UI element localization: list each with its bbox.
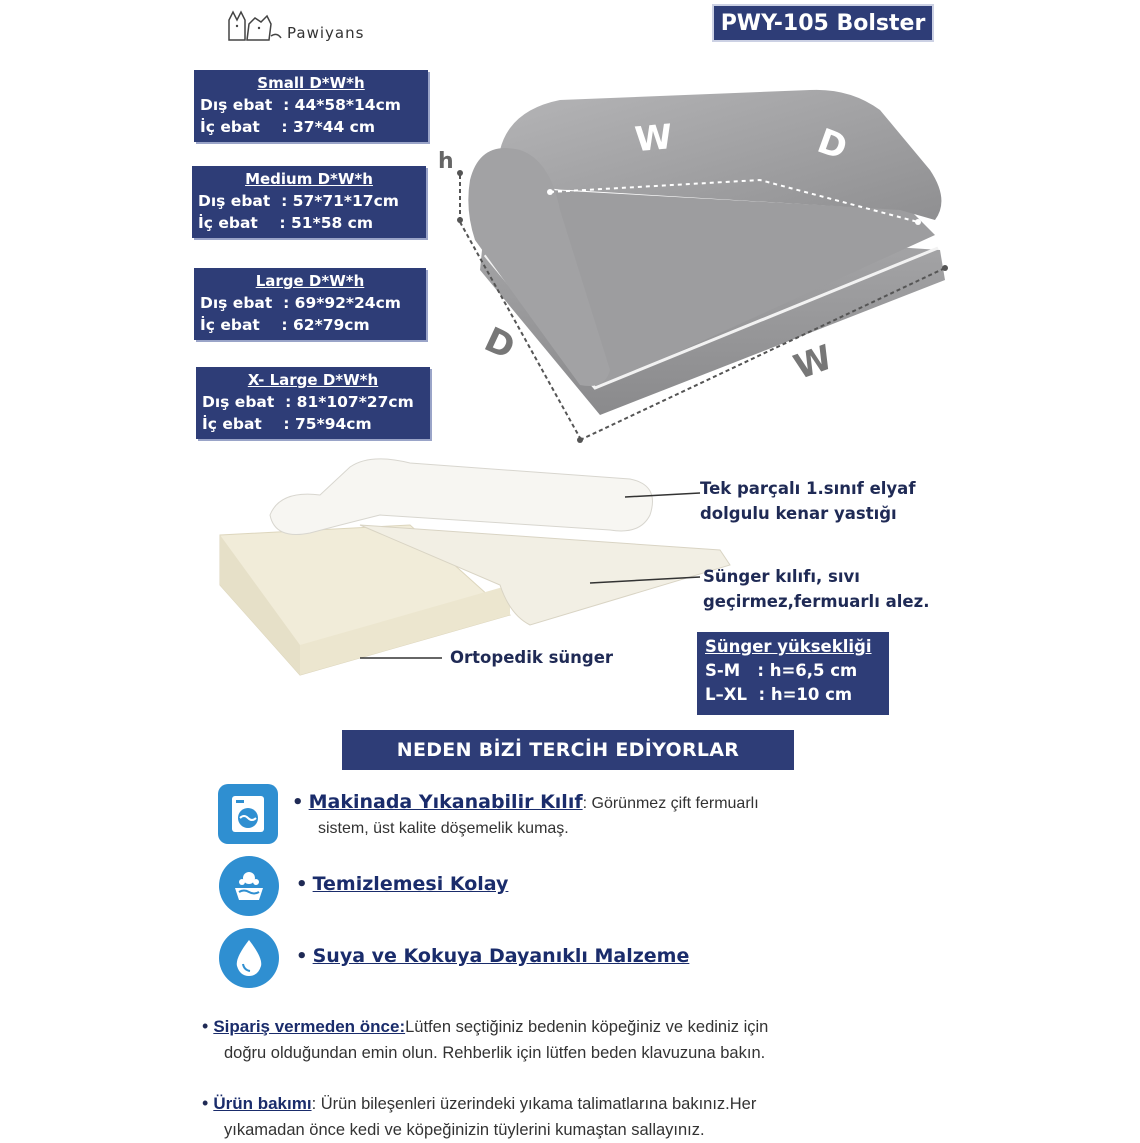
brand-logo: [225, 4, 364, 44]
size-box-xlarge: [196, 367, 430, 439]
bullet: •: [292, 792, 304, 813]
outer-label: Dış ebat: [200, 294, 273, 312]
feature-desc-line: sistem, üst kalite döşemelik kumaş.: [318, 820, 569, 837]
bullet: •: [202, 1016, 214, 1036]
outer-label: Dış ebat: [200, 96, 273, 114]
outer-size: : 44*58*14cm: [283, 96, 401, 114]
outer-size: : 81*107*27cm: [285, 393, 414, 411]
width-side-label: W: [788, 337, 838, 388]
size-title: Small D*W*h: [257, 74, 365, 92]
size-box-large: [194, 268, 426, 340]
outer-size: : 57*71*17cm: [281, 192, 399, 210]
water-drop-icon: [219, 928, 279, 988]
outer-label: Dış ebat: [198, 192, 271, 210]
feature-title: Makinada Yıkanabilir Kılıf: [308, 791, 583, 813]
inner-label: İç ebat: [198, 214, 258, 232]
callout-line: Sünger kılıfı, sıvı: [703, 567, 860, 586]
inner-size: : 62*79cm: [281, 316, 370, 334]
inner-size: : 51*58 cm: [279, 214, 373, 232]
note-before-order: [202, 1013, 942, 1066]
note-text: doğru olduğundan emin olun. Rehberlik için lütfen beden klavuzuna bakın.: [224, 1044, 766, 1062]
note-care: [202, 1090, 942, 1143]
height-label: h: [438, 149, 454, 174]
note-text: yıkamadan önce kedi ve köpeğinizin tüylerini kumaştan sallayınız.: [224, 1121, 705, 1139]
callout-line: Tek parçalı 1.sınıf elyaf: [700, 479, 916, 498]
pet-logo-icon: [225, 6, 283, 44]
note-text: : Ürün bileşenleri üzerindeki yıkama talimatlarına bakınız.Her: [311, 1095, 757, 1113]
bullet: •: [296, 946, 308, 967]
depth-top-label: D: [812, 121, 853, 169]
feature-item-washable: [292, 791, 759, 813]
bed-diagram: [430, 70, 970, 460]
bullet: •: [202, 1093, 214, 1113]
note-title: Sipariş vermeden önce:: [213, 1017, 406, 1036]
inner-label: İç ebat: [200, 316, 260, 334]
bolster-callout: [700, 476, 916, 526]
why-us-banner: NEDEN BİZİ TERCİH EDİYORLAR: [342, 730, 794, 770]
depth-side-label: D: [478, 319, 521, 368]
note-title: Ürün bakımı: [213, 1094, 312, 1113]
feature-item-water-resistant: [296, 945, 689, 967]
foam-height-box: [697, 632, 889, 715]
outer-label: Dış ebat: [202, 393, 275, 411]
washing-machine-icon: [218, 784, 278, 844]
feature-desc: : Görünmez çift fermuarlı: [582, 795, 759, 812]
size-title: Medium D*W*h: [245, 170, 373, 188]
inner-size: : 75*94cm: [283, 415, 372, 433]
foam-height-row: S-M : h=6,5 cm: [705, 661, 858, 680]
inner-size: : 37*44 cm: [281, 118, 375, 136]
size-title: X- Large D*W*h: [247, 371, 379, 389]
brand-name: Pawiyans: [287, 24, 365, 42]
callout-line: dolgulu kenar yastığı: [700, 504, 897, 523]
inner-label: İç ebat: [202, 415, 262, 433]
feature-item-easy-clean: [296, 873, 508, 895]
bullet: •: [296, 874, 308, 895]
feature-title: Suya ve Kokuya Dayanıklı Malzeme: [312, 945, 690, 967]
size-box-small: [194, 70, 428, 142]
size-title: Large D*W*h: [255, 272, 365, 290]
callout-line: geçirmez,fermuarlı alez.: [703, 592, 930, 611]
note-text: Lütfen seçtiğiniz bedenin köpeğiniz ve kediniz için: [405, 1018, 769, 1036]
outer-size: : 69*92*24cm: [283, 294, 401, 312]
size-box-medium: [192, 166, 426, 238]
bolster-pillow: [270, 459, 653, 535]
foam-height-row: L–XL : h=10 cm: [705, 685, 853, 704]
wash-basin-icon: [219, 856, 279, 916]
foam-height-title: Sünger yüksekliği: [705, 637, 872, 656]
inner-label: İç ebat: [200, 118, 260, 136]
feature-title: Temizlemesi Kolay: [312, 873, 509, 895]
width-top-label: W: [633, 117, 675, 161]
model-badge: PWY-105 Bolster: [712, 4, 934, 42]
cover-callout: [703, 564, 929, 614]
foam-callout: Ortopedik sünger: [450, 648, 614, 667]
